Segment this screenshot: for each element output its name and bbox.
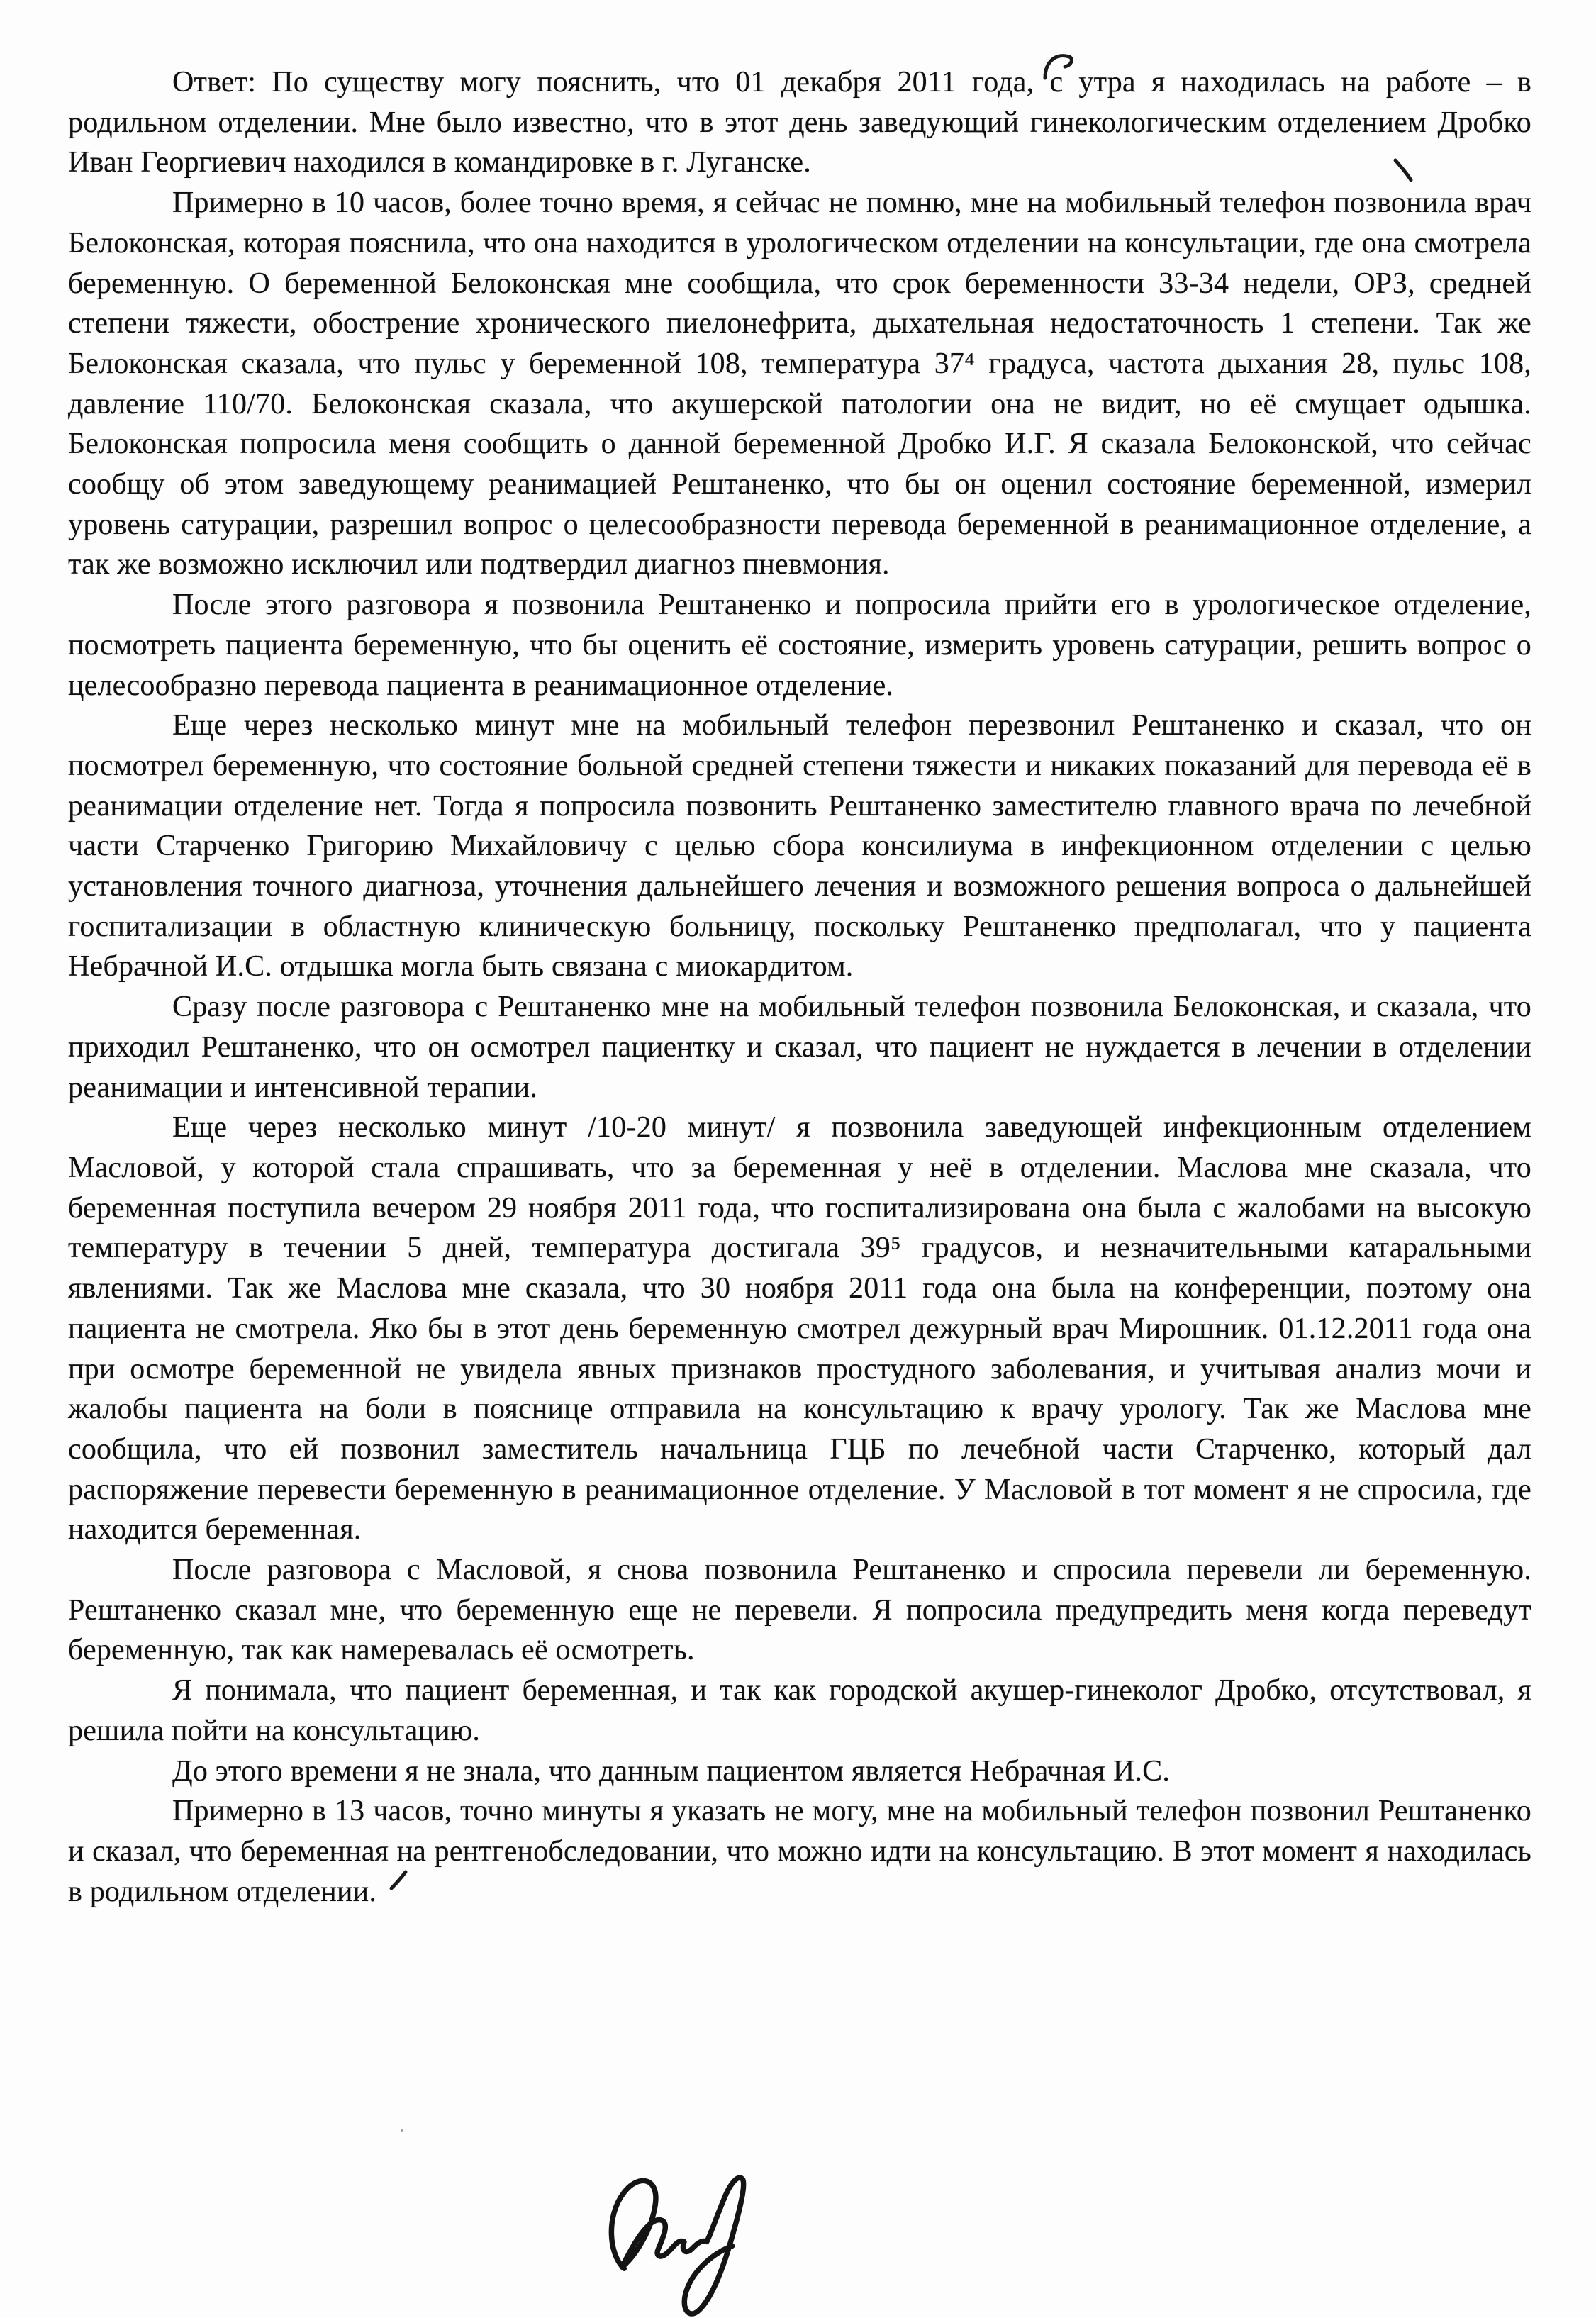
statement-paragraph: Примерно в 10 часов, более точно время, я сейчас не помню, мне на мобильный телефон позвонила врач Белоконская, которая пояснила, что она находится в урологическом отделении на консультации, где она смотрела беременную. О беременной Белоконская мне сообщила, что срок беременности 33-34 недели, ОРЗ, средней степени тяжести, обострение хронического пиелонефрита, дыхательная недостаточность 1 степени. Так же Белоконская сказала, что пульс у беременной 108, температура 37⁴ градуса, частота дыхания 28, пульс 108, давление 110/70. Белоконская сказала, что акушерской патологии она не видит, но её смущает одышка. Белоконская попросила меня сообщить о данной беременной Дробко И.Г. Я сказала Белоконской, что сейчас сообщу об этом заведующему реанимацией Рештаненко, что бы он оценил состояние беременной, измерил уровень сатурации, разрешил вопрос о целесообразности перевода беременной в реанимационное отделение, а так же возможно исключил или подтвердил диагноз пневмония. [68, 186, 1531, 581]
statement-text-block [68, 62, 1531, 1912]
statement-paragraph: Примерно в 13 часов, точно минуты я указать не могу, мне на мобильный телефон позвонил Рештаненко и сказал, что беременная на рентгенобследовании, что можно идти на консультацию. В этот момент я находилась в родильном отделении. [68, 1795, 1531, 1908]
statement-paragraph: После этого разговора я позвонила Рештаненко и попросила прийти его в урологическое отделение, посмотреть пациента беременную, что бы оценить её состояние, измерить уровень сатурации, решить вопрос о целесообразно перевода пациента в реанимационное отделение. [68, 589, 1531, 702]
handwritten-signature [599, 2149, 762, 2318]
statement-paragraph: До этого времени я не знала, что данным пациентом является Небрачная И.С. [172, 1754, 1171, 1788]
statement-paragraph: Сразу после разговора с Рештаненко мне на мобильный телефон позвонила Белоконская, и сказала, что приходил Рештаненко, что он осмотрел пациентку и сказал, что пациент не нуждается в лечении в отделении реанимации и интенсивной терапии. [68, 991, 1531, 1104]
statement-paragraph: Еще через несколько минут /10-20 минут/ я позвонила заведующей инфекционным отделением Масловой, у которой стала спрашивать, что за беременная у неё в отделении. Маслова мне сказала, что беременная поступила вечером 29 ноября 2011 года, что госпитализирована она была с жалобами на высокую температуру в течении 5 дней, температура достигала 39⁵ градусов, и незначительными катаральными явлениями. Так же Маслова мне сказала, что 30 ноября 2011 года она была на конференции, поэтому она пациента не смотрела. Яко бы в этот день беременную смотрел дежурный врач Мирошник. 01.12.2011 года она при осмотре беременной не увидела явных признаков простудного заболевания, и учитывая анализ мочи и жалобы пациента на боли в пояснице отправила на консультацию к врачу урологу. Так же Маслова мне сообщила, что ей позвонил заместитель начальница ГЦБ по лечебной части Старченко, который дал распоряжение перевести беременную в реанимационное отделение. У Масловой в тот момент я не спросила, где находится беременная. [68, 1111, 1531, 1547]
statement-paragraph: Я понимала, что пациент беременная, и так как городской акушер-гинеколог Дробко, отсутствовал, я решила пойти на консультацию. [68, 1674, 1531, 1747]
statement-paragraph: Еще через несколько минут мне на мобильный телефон перезвонил Рештаненко и сказал, что он посмотрел беременную, что состояние больной средней степени тяжести и никаких показаний для перевода её в реанимации отделение нет. Тогда я попросила позвонить Рештаненко заместителю главного врача по лечебной части Старченко Григорию Михайловичу с целью сбора консилиума в инфекционном отделении с целью установления точного диагноза, уточнения дальнейшего лечения и возможного решения вопроса о дальнейшей госпитализации в областную клиническую больницу, поскольку Рештаненко предполагал, что у пациента Небрачной И.С. отдышка могла быть связана с миокардитом. [68, 709, 1531, 984]
scan-speck [401, 2129, 403, 2132]
statement-paragraph: Ответ: По существу могу пояснить, что 01 декабря 2011 года, с утра я находилась на работе – в родильном отделении. Мне было известно, что в этот день заведующий гинекологическим отделением Дробко Иван Георгиевич находился в командировке в г. Луганске. [68, 66, 1531, 179]
statement-paragraph: После разговора с Масловой, я снова позвонила Рештаненко и спросила перевели ли беременную. Рештаненко сказал мне, что беременную еще не перевели. Я попросила предупредить меня когда переведут беременную, так как намеревалась её осмотреть. [68, 1554, 1531, 1667]
